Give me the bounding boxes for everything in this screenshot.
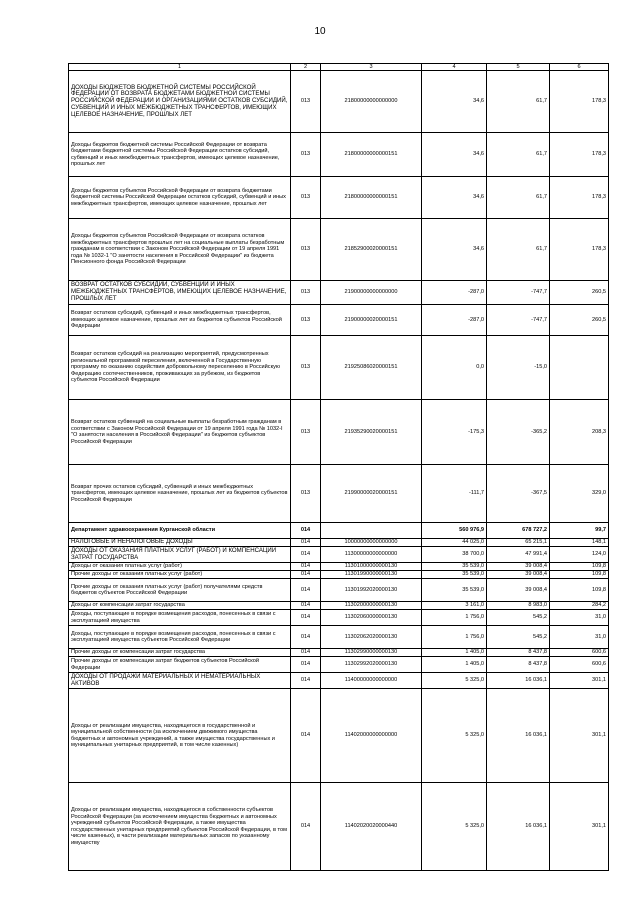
percent-col6: 99,7 [550, 523, 609, 539]
amount-col5: 65 215,1 [487, 539, 550, 547]
budget-classification-code: 11302990000000130 [321, 649, 422, 657]
admin-code: 014 [291, 649, 321, 657]
column-header: 4 [422, 64, 487, 71]
revenue-item-name: Возврат остатков субсидий, субвенций и иных межбюджетных трансфертов, имеющих целевое назначение, прошлых лет из бюджетов субъектов Российской Федерации [69, 305, 291, 336]
admin-code: 014 [291, 563, 321, 571]
revenue-item-name: Доходы от реализации имущества, находящегося в собственности субъектов Российской Федерации (за исключением имущества бюджетных и автономных учреждений субъектов Российской Федерации, а также имущества государственных унитарных предприятий субъектов Российской Федерации, в том числе казенных), в части реализации материальных запасов по указанному имуществу [69, 783, 291, 871]
admin-code: 013 [291, 305, 321, 336]
revenue-item-name: Возврат прочих остатков субсидий, субвенций и иных межбюджетных трансфертов, имеющих целевое назначение, прошлых лет из бюджетов субъектов Российской Федерации [69, 465, 291, 523]
amount-col5: -15,0 [487, 336, 550, 400]
revenue-item-name: ДОХОДЫ ОТ ОКАЗАНИЯ ПЛАТНЫХ УСЛУГ (РАБОТ) И КОМПЕНСАЦИИ ЗАТРАТ ГОСУДАРСТВА [69, 547, 291, 563]
percent-col6: 109,8 [550, 571, 609, 579]
admin-code: 013 [291, 71, 321, 133]
amount-col5: -365,2 [487, 400, 550, 465]
amount-col5: 61,7 [487, 133, 550, 177]
table-row [69, 610, 609, 626]
amount-col5: 8 437,8 [487, 649, 550, 657]
percent-col6: 284,2 [550, 602, 609, 610]
percent-col6: 109,8 [550, 579, 609, 602]
percent-col6: 148,1 [550, 539, 609, 547]
amount-col4: 34,6 [422, 133, 487, 177]
table-row [69, 689, 609, 783]
amount-col5: 678 727,2 [487, 523, 550, 539]
amount-col5: 16 036,1 [487, 783, 550, 871]
amount-col4: 5 325,0 [422, 673, 487, 689]
table-row [69, 547, 609, 563]
amount-col4: -287,0 [422, 281, 487, 305]
budget-classification-code: 11302000000000130 [321, 602, 422, 610]
admin-code: 014 [291, 602, 321, 610]
amount-col4: 1 756,0 [422, 626, 487, 649]
revenue-item-name: Прочие доходы от компенсации затрат государства [69, 649, 291, 657]
table-row [69, 523, 609, 539]
budget-classification-code: 11301992020000130 [321, 579, 422, 602]
table-row [69, 71, 609, 133]
budget-classification-code: 11402020020000440 [321, 783, 422, 871]
table-row [69, 626, 609, 649]
amount-col4: 3 161,0 [422, 602, 487, 610]
budget-classification-code: 21800000000000000 [321, 71, 422, 133]
percent-col6: 600,6 [550, 649, 609, 657]
table-row [69, 336, 609, 400]
admin-code: 013 [291, 177, 321, 219]
amount-col5: 16 036,1 [487, 689, 550, 783]
budget-classification-code: 21852900020000151 [321, 219, 422, 281]
admin-code: 013 [291, 465, 321, 523]
table-row [69, 571, 609, 579]
budget-classification-code: 11301990000000130 [321, 571, 422, 579]
amount-col5: 545,2 [487, 610, 550, 626]
budget-classification-code: 21935290020000151 [321, 400, 422, 465]
budget-classification-code: 11300000000000000 [321, 547, 422, 563]
amount-col4: 5 325,0 [422, 783, 487, 871]
admin-code: 014 [291, 571, 321, 579]
column-header: 3 [321, 64, 422, 71]
revenue-item-name: Доходы, поступающие в порядке возмещения расходов, понесенных в связи с эксплуатацией имущества субъектов Российской Федерации [69, 626, 291, 649]
table-row [69, 219, 609, 281]
admin-code: 014 [291, 783, 321, 871]
column-header: 5 [487, 64, 550, 71]
percent-col6: 301,1 [550, 783, 609, 871]
budget-classification-code: 11402000000000000 [321, 689, 422, 783]
revenue-item-name: Возврат остатков субсидий на реализацию мероприятий, предусмотренных региональной программой переселения, включенной в Государственную программу по оказанию содействия добровольному переселению в Российскую Федерацию соотечественников, проживающих за рубежом, из бюджетов субъектов Российской Федерации [69, 336, 291, 400]
percent-col6: 178,3 [550, 219, 609, 281]
table-row [69, 400, 609, 465]
revenue-item-name: Прочие доходы от оказания платных услуг (работ) получателями средств бюджетов субъектов Российской Федерации [69, 579, 291, 602]
revenue-item-name: НАЛОГОВЫЕ И НЕНАЛОГОВЫЕ ДОХОДЫ [69, 539, 291, 547]
amount-col5: 8 437,8 [487, 657, 550, 673]
budget-classification-code: 21990000020000151 [321, 465, 422, 523]
admin-code: 013 [291, 336, 321, 400]
admin-code: 014 [291, 610, 321, 626]
percent-col6: 301,1 [550, 689, 609, 783]
revenue-item-name: Доходы бюджетов бюджетной системы Российской Федерации от возврата бюджетами бюджетной системы Российской Федерации остатков субсидий, субвенций и иных межбюджетных трансфертов, имеющих целевое назначение, прошлых лет [69, 133, 291, 177]
admin-code: 014 [291, 657, 321, 673]
amount-col5: 61,7 [487, 71, 550, 133]
admin-code: 014 [291, 579, 321, 602]
amount-col5: 61,7 [487, 219, 550, 281]
table-row [69, 563, 609, 571]
percent-col6: 178,3 [550, 133, 609, 177]
admin-code: 013 [291, 281, 321, 305]
admin-code: 013 [291, 219, 321, 281]
amount-col5: -367,5 [487, 465, 550, 523]
admin-code: 014 [291, 626, 321, 649]
table-row [69, 579, 609, 602]
budget-classification-code: 11302060000000130 [321, 610, 422, 626]
budget-classification-code: 10000000000000000 [321, 539, 422, 547]
revenue-item-name: Доходы, поступающие в порядке возмещения расходов, понесенных в связи с эксплуатацией имущества [69, 610, 291, 626]
budget-classification-code: 21800000000000151 [321, 177, 422, 219]
amount-col4: 1 756,0 [422, 610, 487, 626]
amount-col5: -747,7 [487, 305, 550, 336]
percent-col6: 600,6 [550, 657, 609, 673]
amount-col4: 1 405,0 [422, 649, 487, 657]
revenue-item-name: Прочие доходы от оказания платных услуг (работ) [69, 571, 291, 579]
table-row [69, 602, 609, 610]
amount-col4: 35 539,0 [422, 579, 487, 602]
amount-col5: 16 036,1 [487, 673, 550, 689]
amount-col5: 545,2 [487, 626, 550, 649]
amount-col4: 0,0 [422, 336, 487, 400]
amount-col4: 35 539,0 [422, 563, 487, 571]
amount-col5: 47 991,4 [487, 547, 550, 563]
percent-col6: 260,5 [550, 305, 609, 336]
percent-col6: 31,0 [550, 610, 609, 626]
amount-col4: 1 405,0 [422, 657, 487, 673]
table-row [69, 305, 609, 336]
table-row [69, 133, 609, 177]
admin-code: 013 [291, 400, 321, 465]
column-number-header-row [69, 64, 609, 71]
amount-col4: 560 976,9 [422, 523, 487, 539]
amount-col5: 39 008,4 [487, 579, 550, 602]
budget-classification-code: 21925086020000151 [321, 336, 422, 400]
amount-col4: -287,0 [422, 305, 487, 336]
revenue-item-name: Доходы бюджетов субъектов Российской Федерации от возврата остатков межбюджетных трансфертов прошлых лет на социальные выплаты безработным гражданам в соответствии с Законом Российской Федерации от 19 апреля 1991 года № 1032-1 "О занятости населения в Российской Федерации" из бюджета Пенсионного фонда Российской Федерации [69, 219, 291, 281]
admin-code: 014 [291, 689, 321, 783]
budget-classification-code: 11301000000000130 [321, 563, 422, 571]
percent-col6: 178,3 [550, 71, 609, 133]
admin-code: 014 [291, 673, 321, 689]
percent-col6: 260,5 [550, 281, 609, 305]
amount-col4: 44 025,0 [422, 539, 487, 547]
budget-classification-code: 11400000000000000 [321, 673, 422, 689]
amount-col4: -111,7 [422, 465, 487, 523]
budget-classification-code: 11302062020000130 [321, 626, 422, 649]
budget-classification-code: 21800000000000151 [321, 133, 422, 177]
percent-col6: 31,0 [550, 626, 609, 649]
column-header: 2 [291, 64, 321, 71]
revenue-item-name: Доходы от реализации имущества, находящегося в государственной и муниципальной собственности (за исключением движимого имущества бюджетных и автономных учреждений, а также имущества государственных и муниципальных унитарных предприятий, в том числе казенных) [69, 689, 291, 783]
amount-col4: 34,6 [422, 71, 487, 133]
revenue-item-name: Доходы бюджетов субъектов Российской Федерации от возврата бюджетами бюджетной системы Российской Федерации остатков субсидий, субвенций и иных межбюджетных трансфертов, имеющих целевое назначение, прошлых лет [69, 177, 291, 219]
amount-col4: -175,3 [422, 400, 487, 465]
percent-col6: 329,0 [550, 465, 609, 523]
percent-col6: 208,3 [550, 400, 609, 465]
revenue-item-name: Доходы от компенсации затрат государства [69, 602, 291, 610]
admin-code: 013 [291, 133, 321, 177]
table-row [69, 281, 609, 305]
budget-classification-code [321, 523, 422, 539]
percent-col6: 301,1 [550, 673, 609, 689]
revenue-item-name: ДОХОДЫ БЮДЖЕТОВ БЮДЖЕТНОЙ СИСТЕМЫ РОССИЙСКОЙ ФЕДЕРАЦИИ ОТ ВОЗВРАТА БЮДЖЕТАМИ БЮДЖЕТНОЙ СИСТЕМЫ РОССИЙСКОЙ ФЕДЕРАЦИИ И ОРГАНИЗАЦИЯМИ ОСТАТКОВ СУБСИДИЙ, СУБВЕНЦИЙ И ИНЫХ МЕЖБЮДЖЕТНЫХ ТРАНСФЕРТОВ, ИМЕЮЩИХ ЦЕЛЕВОЕ НАЗНАЧЕНИЕ, ПРОШЛЫХ ЛЕТ [69, 71, 291, 133]
admin-code: 014 [291, 539, 321, 547]
table-row [69, 657, 609, 673]
amount-col4: 5 325,0 [422, 689, 487, 783]
amount-col5: 8 983,0 [487, 602, 550, 610]
revenue-item-name: Возврат остатков субвенций на социальные выплаты безработным гражданам в соответствии с Законом Российской Федерации от 19 апреля 1991 года № 1032-I "О занятости населения в Российской Федерации" из бюджетов субъектов Российской Федерации [69, 400, 291, 465]
percent-col6 [550, 336, 609, 400]
page-number: 10 [314, 26, 326, 37]
percent-col6: 124,0 [550, 547, 609, 563]
revenue-item-name: ДОХОДЫ ОТ ПРОДАЖИ МАТЕРИАЛЬНЫХ И НЕМАТЕРИАЛЬНЫХ АКТИВОВ [69, 673, 291, 689]
revenue-item-name: Прочие доходы от компенсации затрат бюджетов субъектов Российской Федерации [69, 657, 291, 673]
admin-code: 014 [291, 523, 321, 539]
table-row [69, 177, 609, 219]
table-row [69, 539, 609, 547]
amount-col5: 39 008,4 [487, 563, 550, 571]
table-row [69, 673, 609, 689]
amount-col4: 38 700,0 [422, 547, 487, 563]
amount-col5: -747,7 [487, 281, 550, 305]
column-header: 1 [69, 64, 291, 71]
budget-revenue-table [68, 63, 609, 871]
table-row [69, 465, 609, 523]
admin-code: 014 [291, 547, 321, 563]
table-row [69, 649, 609, 657]
amount-col4: 34,6 [422, 177, 487, 219]
amount-col5: 61,7 [487, 177, 550, 219]
column-header: 6 [550, 64, 609, 71]
percent-col6: 178,3 [550, 177, 609, 219]
amount-col4: 35 539,0 [422, 571, 487, 579]
budget-classification-code: 11302992020000130 [321, 657, 422, 673]
budget-classification-code: 21900000020000151 [321, 305, 422, 336]
table-row [69, 783, 609, 871]
revenue-item-name: Департамент здравоохранения Курганской области [69, 523, 291, 539]
amount-col5: 39 008,4 [487, 571, 550, 579]
amount-col4: 34,6 [422, 219, 487, 281]
revenue-item-name: Доходы от оказания платных услуг (работ) [69, 563, 291, 571]
percent-col6: 109,8 [550, 563, 609, 571]
budget-classification-code: 21900000000000000 [321, 281, 422, 305]
revenue-item-name: ВОЗВРАТ ОСТАТКОВ СУБСИДИЙ, СУБВЕНЦИЙ И ИНЫХ МЕЖБЮДЖЕТНЫХ ТРАНСФЕРТОВ, ИМЕЮЩИХ ЦЕЛЕВОЕ НАЗНАЧЕНИЕ, ПРОШЛЫХ ЛЕТ [69, 281, 291, 305]
